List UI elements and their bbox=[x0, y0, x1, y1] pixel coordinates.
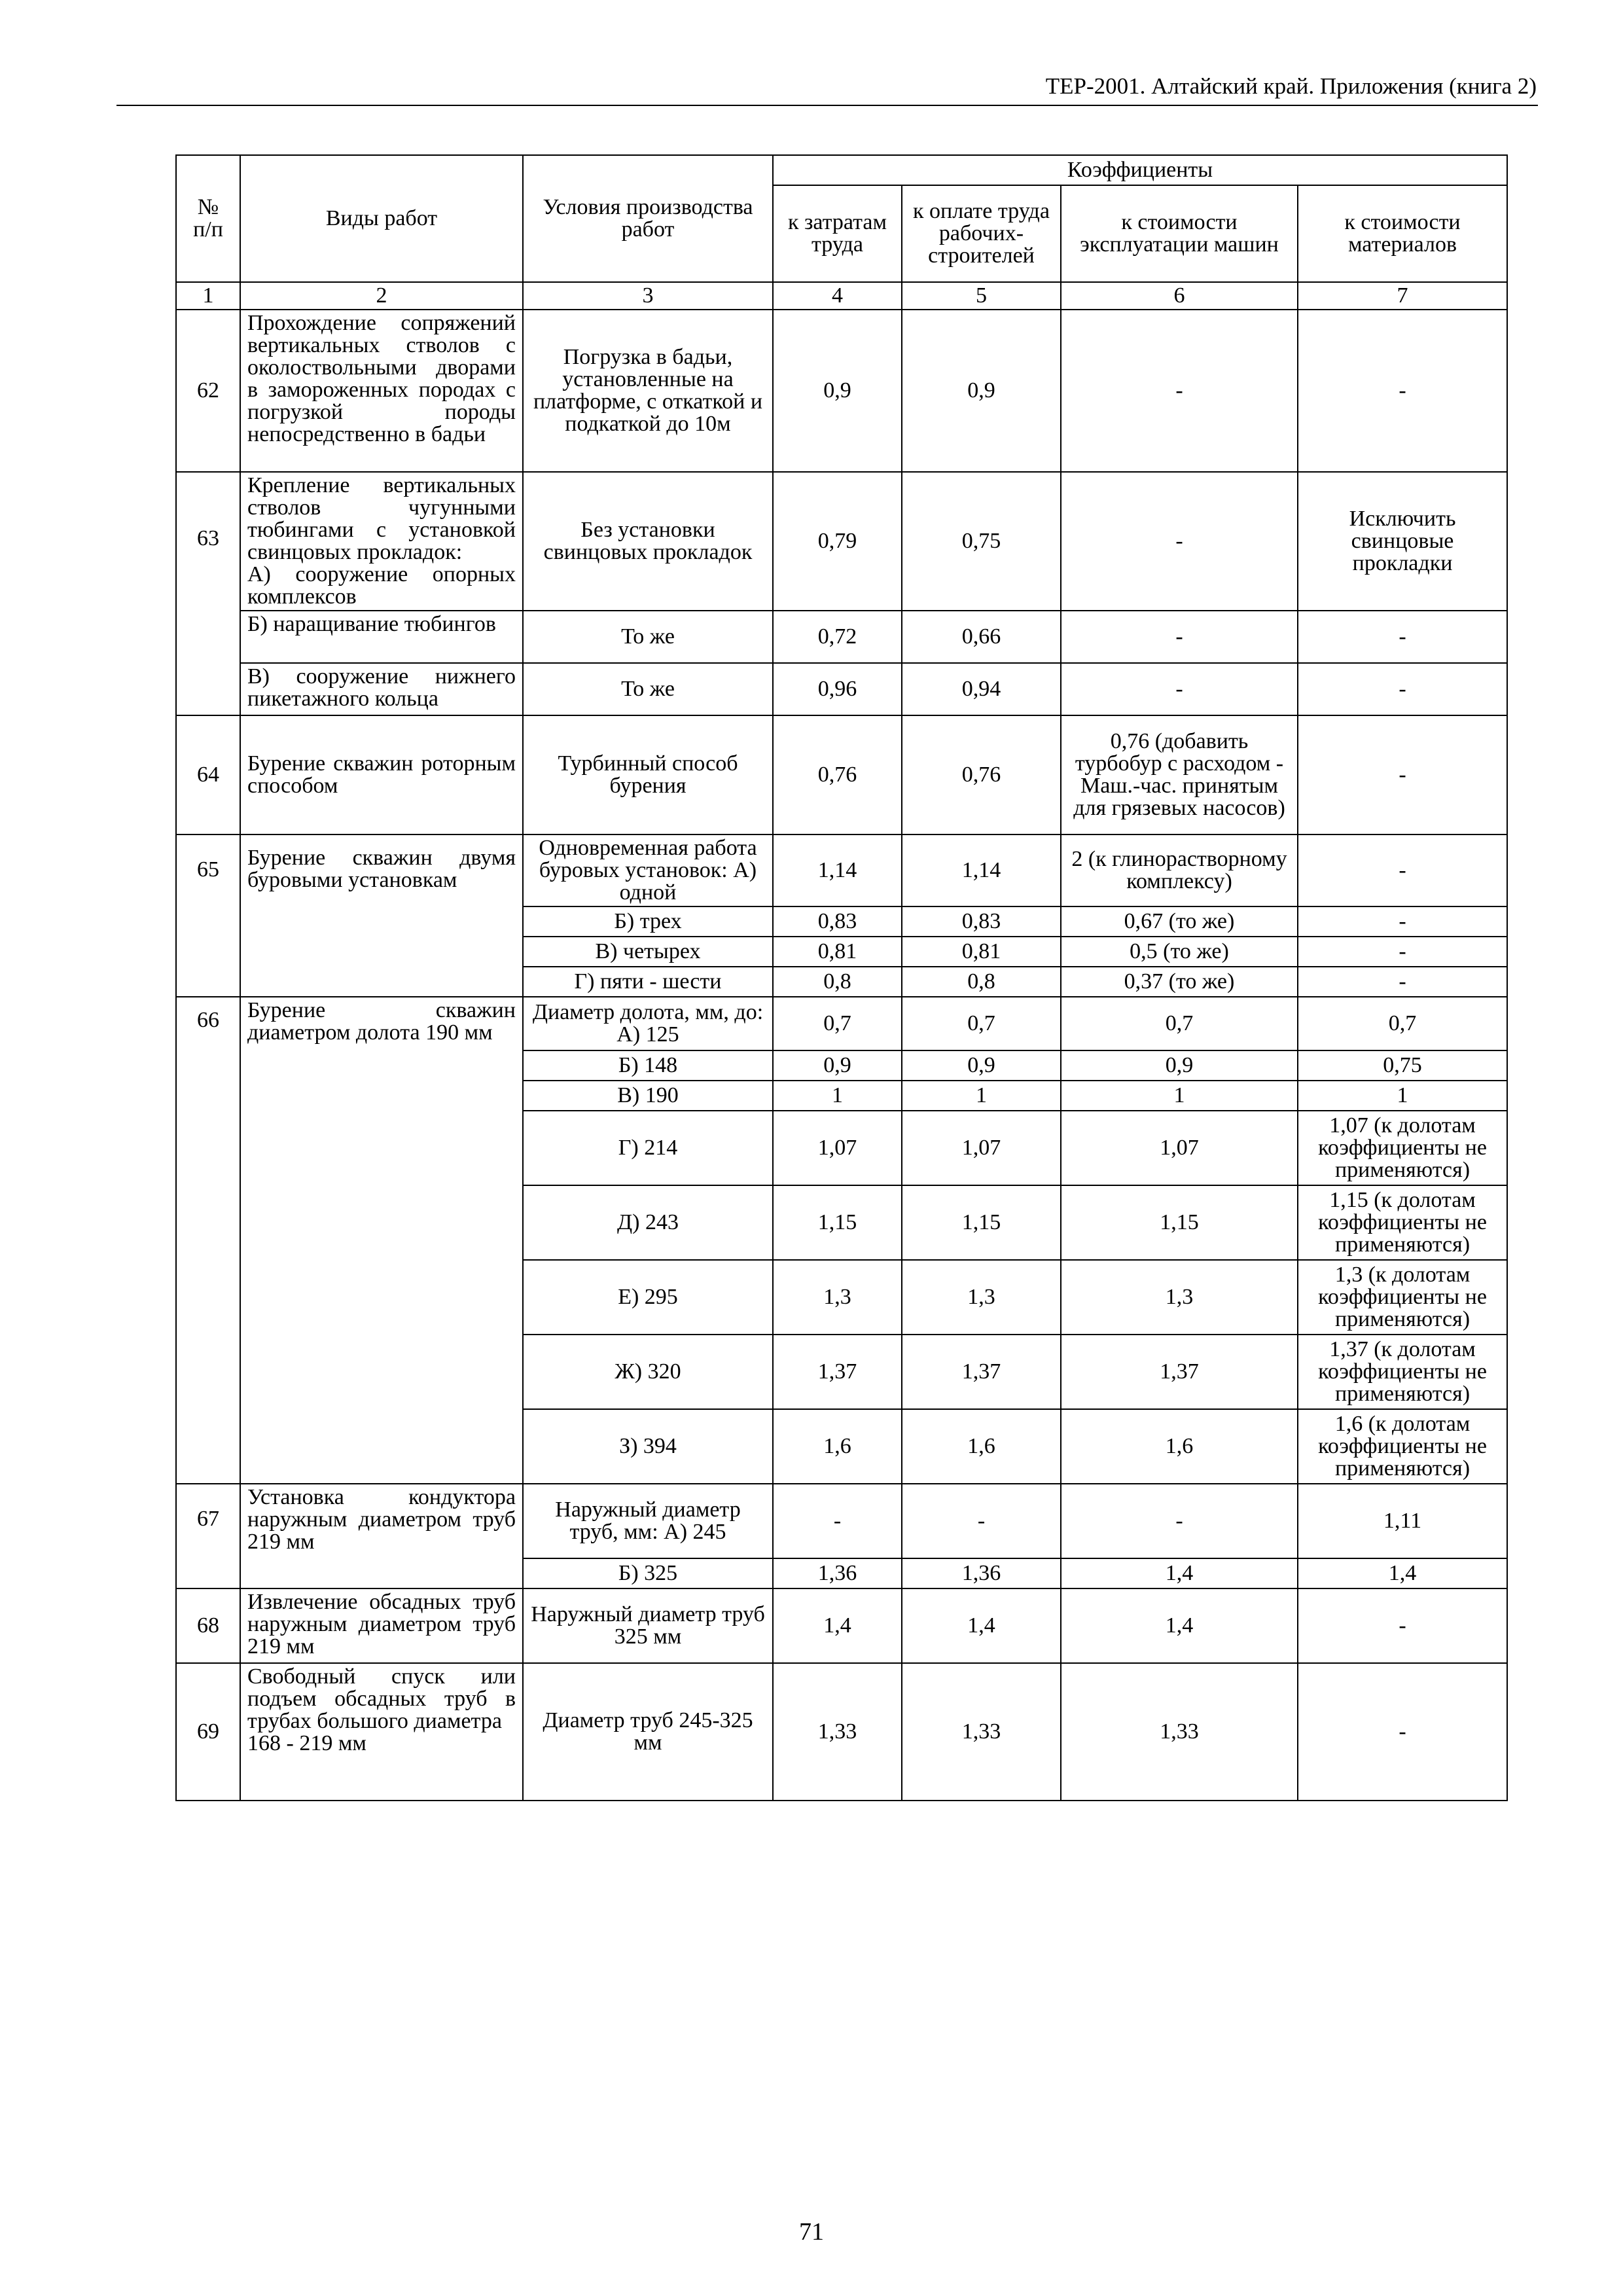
work-type: Прохождение сопряжений вертикальных стволов с околоствольными дворами в замороженных породах с погрузкой породы непосредственно в бадьи bbox=[240, 310, 523, 472]
header-works: Виды работ bbox=[240, 155, 523, 282]
coef-pay: 1,6 bbox=[902, 1409, 1061, 1484]
coef-machines: 1,6 bbox=[1061, 1409, 1298, 1484]
work-condition: Наружный диаметр труб, мм: А) 245 bbox=[523, 1484, 773, 1558]
work-condition: Без установки свинцовых прокладок bbox=[523, 472, 773, 611]
header-materials: к стоимости материалов bbox=[1298, 185, 1507, 282]
page-number: 71 bbox=[799, 2218, 824, 2246]
coef-materials: 0,7 bbox=[1298, 997, 1507, 1050]
coef-pay: 0,76 bbox=[902, 715, 1061, 834]
work-condition: Г) пяти - шести bbox=[523, 967, 773, 997]
coef-pay: - bbox=[902, 1484, 1061, 1558]
coef-pay: 1,07 bbox=[902, 1111, 1061, 1185]
col-number: 5 bbox=[902, 282, 1061, 310]
coef-labor: 0,9 bbox=[773, 310, 902, 472]
table-row bbox=[176, 472, 1507, 611]
work-condition: Г) 214 bbox=[523, 1111, 773, 1185]
work-type: Крепление вертикальных стволов чугунными тюбингами с установкой свинцовых прокладок: А) сооружение опорных комплексов bbox=[240, 472, 523, 611]
coef-labor: - bbox=[773, 1484, 902, 1558]
coef-machines: 0,9 bbox=[1061, 1050, 1298, 1081]
coef-labor: 1,6 bbox=[773, 1409, 902, 1484]
coef-pay: 0,8 bbox=[902, 967, 1061, 997]
work-type: Извлечение обсадных труб наружным диаметром труб 219 мм bbox=[240, 1588, 523, 1663]
work-condition: В) 190 bbox=[523, 1081, 773, 1111]
work-condition: Д) 243 bbox=[523, 1185, 773, 1260]
work-condition: Диаметр труб 245-325 мм bbox=[523, 1663, 773, 1801]
coef-pay: 0,7 bbox=[902, 997, 1061, 1050]
coef-pay: 0,75 bbox=[902, 472, 1061, 611]
header-machines: к стоимости эксплуатации машин bbox=[1061, 185, 1298, 282]
coef-machines: - bbox=[1061, 1484, 1298, 1558]
coef-pay: 0,83 bbox=[902, 906, 1061, 937]
coef-labor: 0,72 bbox=[773, 611, 902, 663]
coef-materials: 1,6 (к долотам коэффициенты не применяются) bbox=[1298, 1409, 1507, 1484]
coef-pay: 0,66 bbox=[902, 611, 1061, 663]
col-number: 4 bbox=[773, 282, 902, 310]
coef-machines: 1,37 bbox=[1061, 1335, 1298, 1409]
work-condition: Диаметр долота, мм, до: А) 125 bbox=[523, 997, 773, 1050]
work-condition: Ж) 320 bbox=[523, 1335, 773, 1409]
coef-machines: - bbox=[1061, 472, 1298, 611]
col-number: 1 bbox=[176, 282, 240, 310]
coef-machines: 1,33 bbox=[1061, 1663, 1298, 1801]
coef-pay: 1,14 bbox=[902, 834, 1061, 906]
table-row bbox=[176, 715, 1507, 834]
coef-materials: - bbox=[1298, 967, 1507, 997]
coef-labor: 0,8 bbox=[773, 967, 902, 997]
work-condition: Е) 295 bbox=[523, 1260, 773, 1335]
coef-materials: 1,15 (к долотам коэффициенты не применяются) bbox=[1298, 1185, 1507, 1260]
table-row bbox=[176, 611, 1507, 663]
coef-materials: 1,4 bbox=[1298, 1558, 1507, 1588]
coef-materials: - bbox=[1298, 611, 1507, 663]
header-labor: к затратам труда bbox=[773, 185, 902, 282]
coef-pay: 0,94 bbox=[902, 663, 1061, 715]
coef-pay: 1,15 bbox=[902, 1185, 1061, 1260]
coef-machines: 2 (к глинорастворному комплексу) bbox=[1061, 834, 1298, 906]
coef-machines: 0,5 (то же) bbox=[1061, 937, 1298, 967]
coef-labor: 0,79 bbox=[773, 472, 902, 611]
coef-labor: 0,81 bbox=[773, 937, 902, 967]
coef-materials: 1,07 (к долотам коэффициенты не применяются) bbox=[1298, 1111, 1507, 1185]
coef-labor: 1 bbox=[773, 1081, 902, 1111]
work-condition: Б) трех bbox=[523, 906, 773, 937]
header-rule bbox=[116, 105, 1538, 106]
header-num: № п/п bbox=[176, 155, 240, 282]
coef-pay: 1,4 bbox=[902, 1588, 1061, 1663]
work-condition: Наружный диаметр труб 325 мм bbox=[523, 1588, 773, 1663]
coef-pay: 1,33 bbox=[902, 1663, 1061, 1801]
coef-pay: 0,9 bbox=[902, 310, 1061, 472]
coef-materials: 1,11 bbox=[1298, 1484, 1507, 1558]
coef-materials: - bbox=[1298, 1663, 1507, 1801]
coef-labor: 1,07 bbox=[773, 1111, 902, 1185]
col-number: 2 bbox=[240, 282, 523, 310]
coef-machines: 1,07 bbox=[1061, 1111, 1298, 1185]
coef-machines: 1,4 bbox=[1061, 1588, 1298, 1663]
work-condition: Б) 148 bbox=[523, 1050, 773, 1081]
coef-materials: - bbox=[1298, 906, 1507, 937]
work-condition: То же bbox=[523, 663, 773, 715]
coef-materials: 1,37 (к долотам коэффициенты не применяются) bbox=[1298, 1335, 1507, 1409]
coef-labor: 0,76 bbox=[773, 715, 902, 834]
row-number: 63 bbox=[176, 472, 240, 715]
table-row bbox=[176, 1484, 1507, 1558]
col-number: 3 bbox=[523, 282, 773, 310]
work-condition: То же bbox=[523, 611, 773, 663]
coef-labor: 1,37 bbox=[773, 1335, 902, 1409]
table-row bbox=[176, 1588, 1507, 1663]
header-coefficients: Коэффициенты bbox=[773, 155, 1507, 185]
row-number: 65 bbox=[176, 834, 240, 997]
table-row bbox=[176, 1663, 1507, 1801]
table-row bbox=[176, 663, 1507, 715]
work-type: Бурение скважин роторным способом bbox=[240, 715, 523, 834]
work-type: Б) наращивание тюбингов bbox=[240, 611, 523, 663]
header-conditions: Условия производства работ bbox=[523, 155, 773, 282]
work-type: Установка кондуктора наружным диаметром труб 219 мм bbox=[240, 1484, 523, 1588]
running-header: ТЕР-2001. Алтайский край. Приложения (книга 2) bbox=[1045, 73, 1537, 99]
col-number: 6 bbox=[1061, 282, 1298, 310]
coef-materials: - bbox=[1298, 663, 1507, 715]
coefficients-table bbox=[175, 154, 1508, 1801]
coef-pay: 1 bbox=[902, 1081, 1061, 1111]
row-number: 67 bbox=[176, 1484, 240, 1588]
coef-machines: 1,15 bbox=[1061, 1185, 1298, 1260]
work-condition: Турбинный способ бурения bbox=[523, 715, 773, 834]
coef-labor: 1,3 bbox=[773, 1260, 902, 1335]
table-row bbox=[176, 834, 1507, 906]
work-condition: Б) 325 bbox=[523, 1558, 773, 1588]
coef-pay: 0,81 bbox=[902, 937, 1061, 967]
work-type: Бурение скважин двумя буровыми установкам bbox=[240, 834, 523, 997]
coef-materials: Исключить свинцовые прокладки bbox=[1298, 472, 1507, 611]
coef-machines: - bbox=[1061, 611, 1298, 663]
row-number: 64 bbox=[176, 715, 240, 834]
coef-materials: - bbox=[1298, 715, 1507, 834]
work-type: В) сооружение нижнего пикетажного кольца bbox=[240, 663, 523, 715]
row-number: 62 bbox=[176, 310, 240, 472]
coef-labor: 1,14 bbox=[773, 834, 902, 906]
coef-materials: 0,75 bbox=[1298, 1050, 1507, 1081]
coef-materials: - bbox=[1298, 310, 1507, 472]
coef-machines: - bbox=[1061, 310, 1298, 472]
work-condition: В) четырех bbox=[523, 937, 773, 967]
coef-labor: 0,83 bbox=[773, 906, 902, 937]
coef-pay: 1,36 bbox=[902, 1558, 1061, 1588]
coef-pay: 0,9 bbox=[902, 1050, 1061, 1081]
coef-materials: 1 bbox=[1298, 1081, 1507, 1111]
work-condition: З) 394 bbox=[523, 1409, 773, 1484]
coef-materials: - bbox=[1298, 1588, 1507, 1663]
work-type: Бурение скважин диаметром долота 190 мм bbox=[240, 997, 523, 1484]
work-condition: Одновременная работа буровых установок: А) одной bbox=[523, 834, 773, 906]
coef-pay: 1,3 bbox=[902, 1260, 1061, 1335]
coef-machines: 0,7 bbox=[1061, 997, 1298, 1050]
coef-materials: 1,3 (к долотам коэффициенты не применяются) bbox=[1298, 1260, 1507, 1335]
coef-machines: 0,67 (то же) bbox=[1061, 906, 1298, 937]
work-type: Свободный спуск или подъем обсадных труб в трубах большого диаметра 168 - 219 мм bbox=[240, 1663, 523, 1801]
coef-labor: 0,96 bbox=[773, 663, 902, 715]
row-number: 68 bbox=[176, 1588, 240, 1663]
work-condition: Погрузка в бадьи, установленные на платформе, с откаткой и подкаткой до 10м bbox=[523, 310, 773, 472]
coef-materials: - bbox=[1298, 937, 1507, 967]
coef-machines: 1 bbox=[1061, 1081, 1298, 1111]
coef-labor: 1,36 bbox=[773, 1558, 902, 1588]
row-number: 69 bbox=[176, 1663, 240, 1801]
table-row bbox=[176, 310, 1507, 472]
col-number: 7 bbox=[1298, 282, 1507, 310]
coef-machines: - bbox=[1061, 663, 1298, 715]
coef-machines: 0,76 (добавить турбобур с расходом - Маш.-час. принятым для грязевых насосов) bbox=[1061, 715, 1298, 834]
coef-labor: 1,33 bbox=[773, 1663, 902, 1801]
coef-labor: 0,9 bbox=[773, 1050, 902, 1081]
row-number: 66 bbox=[176, 997, 240, 1484]
coef-machines: 0,37 (то же) bbox=[1061, 967, 1298, 997]
coef-pay: 1,37 bbox=[902, 1335, 1061, 1409]
coef-machines: 1,3 bbox=[1061, 1260, 1298, 1335]
coef-labor: 1,15 bbox=[773, 1185, 902, 1260]
coef-machines: 1,4 bbox=[1061, 1558, 1298, 1588]
header-pay: к оплате труда рабочих-строителей bbox=[902, 185, 1061, 282]
coef-labor: 0,7 bbox=[773, 997, 902, 1050]
coef-materials: - bbox=[1298, 834, 1507, 906]
table-row bbox=[176, 997, 1507, 1050]
coef-labor: 1,4 bbox=[773, 1588, 902, 1663]
